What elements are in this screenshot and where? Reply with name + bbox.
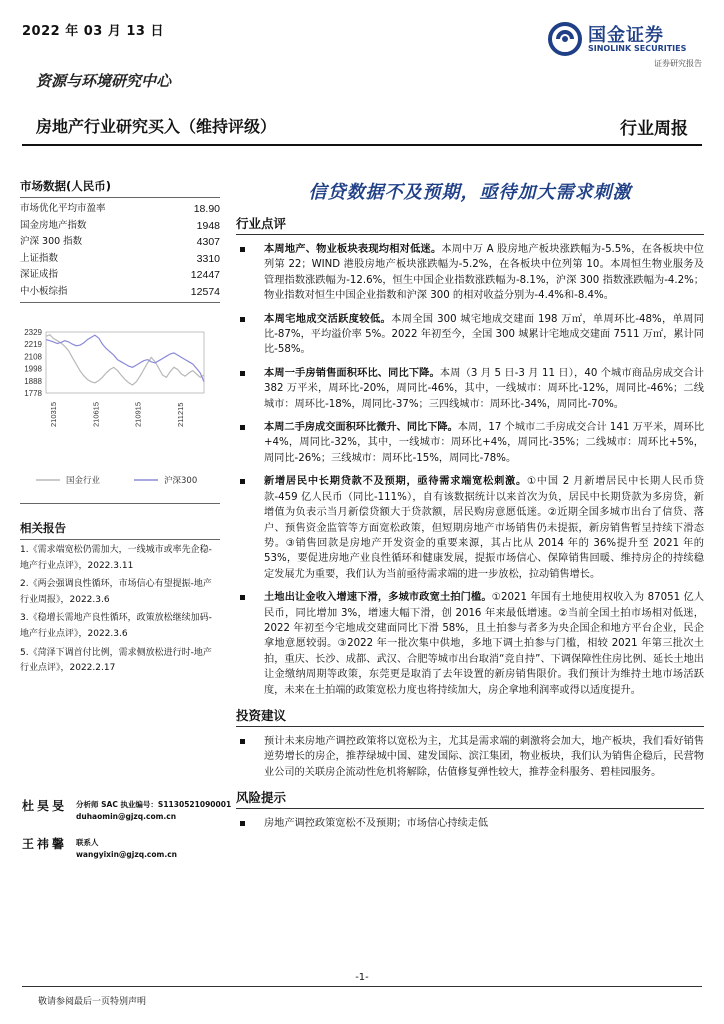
risk-text: 房地产调控政策宽松不及预期；市场信心持续走低: [264, 818, 489, 830]
bullet-square-icon: [240, 479, 245, 484]
section-title-risk: 风险提示: [236, 788, 704, 809]
bullet-square-icon: [240, 595, 245, 600]
market-row: [20, 218, 220, 235]
bullet-body: 本周全国 300 城宅地成交建面 198 万㎡，单周环比-48%，单周同比-87%，平均溢价率 5%。2022 年初至今，全国 300 城累计宅地成交建面 7511 万㎡，累计同比-58%。: [264, 313, 704, 356]
y-tick-label: 1998: [24, 364, 42, 374]
page-number: -1-: [355, 972, 369, 983]
market-value: 3310: [196, 252, 220, 265]
bullet-square-icon: [240, 821, 245, 826]
analyst-name: 王祎馨: [22, 837, 68, 851]
x-tick-label: 210315: [49, 401, 58, 427]
bullet-point: [236, 312, 704, 358]
market-value: 12447: [190, 269, 220, 281]
analyst-cert: 分析师 SAC 执业编号：S1130521090001: [76, 800, 232, 809]
bullet-heading: 新增居民中长期贷款不及预期，亟待需求端宽松刺激。: [264, 476, 527, 488]
bullet-heading: 本周宅地成交活跃度较低。: [264, 313, 392, 325]
logo-english: SINOLINK SECURITIES: [588, 44, 687, 53]
bullet-square-icon: [240, 425, 245, 430]
x-tick-label: 210915: [133, 401, 143, 427]
logo-chinese: 国金证券: [588, 25, 664, 46]
legend-label: 国金行业: [66, 476, 101, 486]
market-label: 中小板综指: [20, 285, 68, 297]
bullet-body: ①中国 2 月新增居民中长期人民币贷款-459 亿人民币（同比-111%），自有该数据统计以来首次为负，居民中长期贷款为多房贷，新增值为负表示当月新偿贷额大于贷款额，居民购房意愿低迷。②近期全国多城市出台了信贷、落户、预售资金监管等方面宽松政策，但短期房地产市场销售仍未提振，新房销售暂呈持续下滑态势。③销售回款是房地产开发资金的重要来源，其占比从 2014 年的 36%提升至 2021 年的 53%，要促进房地产业良性循环和健康发展，提振市场信心、保障销售回暖、维持房企的持续稳定发展尤为重要，我们认为当前亟待需求端的进一步放松，拉动销售增长。: [264, 476, 704, 580]
analyst-email[interactable]: duhaomin@gjzq.com.cn: [76, 812, 177, 821]
analyst-card: [20, 795, 232, 833]
related-report-item[interactable]: 3.《稳增长需地产良性循环，政策放松继续加码-地产行业点评》，2022.3.6: [20, 613, 212, 639]
y-tick-label: 1778: [24, 389, 42, 398]
bullet-square-icon: [240, 317, 245, 322]
market-value: 1948: [196, 219, 220, 232]
report-date: 2022 年 03 月 13 日: [22, 24, 164, 39]
footer-divider: [22, 986, 702, 987]
header-divider: [22, 144, 702, 146]
report-headline: 信贷数据不及预期，亟待加大需求刺激: [308, 182, 632, 203]
report-type: 行业周报: [620, 119, 688, 139]
bullet-heading: 本周地产、物业板块表现均相对低迷。: [264, 244, 442, 255]
bullet-square-icon: [240, 247, 245, 252]
market-data-bottom-rule: [20, 302, 220, 303]
logo-subtitle: 证券研究报告: [654, 59, 702, 68]
risk-point: [236, 816, 704, 831]
analyst-role: 联系人: [76, 838, 99, 847]
sinolink-logo-icon: [548, 22, 582, 56]
legend-label: 沪深300: [164, 476, 198, 486]
x-tick-label: 211215: [175, 402, 185, 427]
related-reports: [20, 520, 220, 680]
bullet-body: ①2021 年国有土地使用权收入为 87051 亿人民币，同比增加 3%，增速大幅下滑，创 2016 年来最低增速。②当前全国土拍市场相对低迷，2022 年初至今宅地成交建面同比下滑 58%，且土拍参与者多为央企国企和地方平台企业，民企拿地意愿较弱。③2022 年一批次集中供地，多地下调土拍参与门槛，相较 2021 年第三批次土拍，重庆、长沙、成都、武汉、合肥等城市出台取消“竞自持”、下调保障性住房比例、延长土地出让金缴纳周期等政策，东莞更是取消了去年设置的新房销售限价。我们预计为维持土地市场活跃度，未来在土拍端的政策宽松力度也将持续加大，房企拿地利润率或得以适度提升。: [264, 592, 705, 696]
market-value: 4307: [196, 236, 220, 248]
market-label: 深证成指: [20, 269, 59, 280]
research-center: 资源与环境研究中心: [36, 72, 172, 90]
bullet-point: [236, 474, 704, 582]
market-label: 市场优化平均市盈率: [20, 203, 106, 214]
y-tick-label: 2108: [24, 352, 42, 362]
advice-text: 预计未来房地产调控政策将以宽松为主，尤其是需求端的刺激将会加大，地产板块，我们看好销售逆势增长的房企，推荐绿城中国、建发国际、滨江集团，物业板块，我们认为销售企稳后，民营物业公司的关联房企流动性危机将解除，估值修复弹性较大，推荐金科服务、碧桂园服务。: [264, 735, 704, 778]
index-line-chart: [14, 320, 224, 495]
market-row: [20, 234, 220, 251]
market-value: 12574: [190, 285, 220, 298]
bullet-point: [236, 242, 704, 304]
market-label: 沪深 300 指数: [20, 236, 83, 247]
market-data-table: [20, 201, 220, 300]
sinolink-logo: [548, 16, 708, 72]
market-label: 上证指数: [20, 252, 59, 264]
analyst-name: 杜昊旻: [22, 799, 68, 813]
bullet-body: 本周，17 个城市二手房成交合计 141 万平米，周环比+4%，周同比-32%，其中，一线城市：周环比+4%，周同比-35%；二线城市：周环比+5%，周同比-26%；三线城市：周环比-15%，周同比-78%。: [264, 422, 705, 464]
bullet-heading: 本周二手房成交面积环比微升、同比下降。: [264, 422, 458, 434]
bullet-square-icon: [240, 739, 245, 744]
advice-point: [236, 734, 704, 780]
section-title-review: 行业点评: [236, 214, 704, 235]
related-report-item[interactable]: 5.《菏泽下调首付比例，需求侧放松进行时-地产行业点评》，2022.2.17: [20, 647, 212, 674]
market-data-panel: [20, 178, 220, 303]
rating-line: 房地产行业研究买入（维持评级）: [36, 117, 277, 136]
chart-bottom-rule: [20, 503, 220, 504]
y-tick-label: 2219: [24, 340, 42, 350]
analyst-card: [20, 833, 220, 871]
related-report-item[interactable]: 2.《两会强调良性循环，市场信心有望提振-地产行业周报》，2022.3.6: [20, 579, 212, 605]
analysts: [20, 795, 232, 871]
series-line-csi300: [46, 335, 204, 382]
chart-plot-frame: [46, 332, 204, 393]
market-row: [20, 284, 220, 301]
x-tick-label: 210615: [91, 401, 101, 427]
main-content: [236, 178, 704, 840]
related-reports-title: 相关报告: [20, 520, 220, 540]
section-title-advice: 投资建议: [236, 706, 704, 727]
y-tick-label: 2329: [24, 328, 42, 337]
market-row: [20, 251, 220, 268]
bullet-point: [236, 366, 704, 412]
market-row: [20, 201, 220, 218]
market-data-title: 市场数据(人民币): [20, 178, 220, 198]
bullet-point: [236, 420, 704, 466]
y-tick-label: 1888: [24, 376, 42, 386]
bullet-point: [236, 590, 704, 698]
disclaimer-note[interactable]: 敬请参阅最后一页特别声明: [38, 997, 147, 1007]
bullet-body: 本周（3 月 5 日-3 月 11 日），40 个城市商品房成交合计 382 万平米，周环比-20%，周同比-46%，其中，一线城市：周环比-12%，周同比-46%；二线城市：周环比-18%，周同比-37%；三四线城市：周环比-34%，周同比-70%。: [264, 367, 704, 410]
market-label: 国金房地产指数: [20, 219, 87, 231]
market-row: [20, 267, 220, 284]
bullet-heading: 土地出让金收入增速下滑，多城市政宽土拍门槛。: [264, 592, 492, 604]
bullet-heading: 本周一手房销售面积环比、同比下降。: [264, 367, 440, 379]
analyst-email[interactable]: wangyixin@gjzq.com.cn: [76, 850, 177, 859]
bullet-body: 本周中万 A 股房地产板块涨跌幅为-5.5%，在各板块中位列第 22；WIND 港股房地产板块涨跌幅为-5.2%，在各板块中位列第 10。本周恒生物业服务及管理指数涨跌幅为-12.6%，恒生中国企业指数涨跌幅为-8.1%，沪深 300 指数涨跌幅为-4.2%；物业指数对恒生中国企业指数和沪深 300 的相对收益分别为-4.4%和-8.4%。: [264, 244, 704, 302]
bullet-square-icon: [240, 371, 245, 376]
related-report-item[interactable]: 1.《需求端宽松仍需加大，一线城市或率先企稳-地产行业点评》，2022.3.11: [20, 545, 212, 571]
market-value: 18.90: [193, 203, 220, 215]
